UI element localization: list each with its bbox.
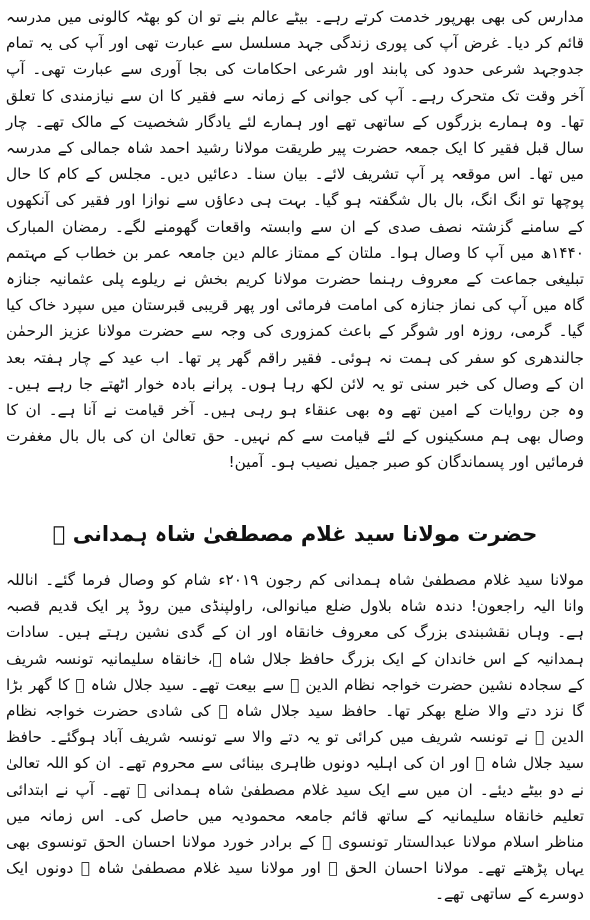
article-page	[6, 4, 584, 916]
article-paragraph-tribute: مدارس کی بھی بھرپور خدمت کرتے رہے۔ بیٹے عالم بنے تو ان کو بھٹہ کالونی میں مدرسہ قائم کر دیا۔ غرض آپ کی پوری زندگی جہد مسلسل سے عبارت تھی اور آپ کی یہ تمام جدوجہد شرعی حدود کی پابند اور شرعی احکامات کی بجا آوری سے عبارت تھی۔ آپ آخر وقت تک متحرک رہے۔ آپ کی جوانی کے زمانہ سے فقیر کا ان سے نیازمندی کا تعلق تھا۔ وہ ہمارے بزرگوں کے ساتھی تھے اور ہمارے لئے یادگار شخصیت کے مالک تھے۔ چار سال قبل فقیر کا ایک جمعہ حضرت پیر طریقت مولانا رشید احمد شاہ جمالی کے مدرسہ میں تھا۔ اس موقعہ پر آپ تشریف لائے۔ بیان سنا۔ دعائیں دیں۔ مجلس کے کام کا حال پوچھا تو انگ انگ، بال بال شگفتہ ہو گیا۔ بہت ہی دعاؤں سے نوازا اور فقیر کی آنکھوں کے سامنے گزشتہ نصف صدی کے ان سے وابستہ واقعات گھومنے لگے۔ رمضان المبارک ۱۴۴۰ھ میں آپ کا وصال ہوا۔ ملتان کے ممتاز عالم دین جامعہ عمر بن خطاب کے مہتمم تبلیغی جماعت کے معروف رہنما حضرت مولانا کریم بخش نے ریلوے پلی عثمانیہ جنازہ گاہ میں آپ کی نماز جنازہ کی امامت فرمائی اور پھر قریبی قبرستان میں سپرد خاک کیا گیا۔ گرمی، روزہ اور شوگر کے باعث کمزوری کی وجہ سے حضرت مولانا عزیز الرحمٰن جالندھری کو سفر کی ہمت نہ ہوئی۔ فقیر راقم گھر پر تھا۔ اب عید کے چار ہفتہ بعد ان کے وصال کی خبر سنی تو یہ لائن لکھ رہا ہوں۔ پرانے بادہ خوار اٹھتے جا رہے ہیں۔ وہ جن روایات کے امین تھے وہ بھی عنقاء ہو رہی ہیں۔ آخر قیامت نے آنا ہے۔ ان کا وصال بھی ہم مسکینوں کے لئے قیامت سے کم نہیں۔ حق تعالیٰ ان کی بال بال مغفرت فرمائیں اور پسماندگان کو صبر جمیل نصیب ہو۔ آمین!	[6, 8, 585, 472]
article-paragraph-biography: مولانا سید غلام مصطفیٰ شاہ ہمدانی کم رجون ۲۰۱۹ء شام کو وصال فرما گئے۔ اناللہ وانا الیہ راجعون! دندہ شاہ بلاول ضلع میانوالی، راولپنڈی مین روڈ پر ایک قدیم قصبہ ہے۔ وہاں نقشبندی بزرگ کی معروف خانقاہ اور ان کے گدی نشین رہتے ہیں۔ سادات ہمدانیہ کے اس خاندان کے ایک بزرگ حافظ جلال شاہ ﷫، خانقاہ سلیمانیہ تونسہ شریف کے سجادہ نشین حضرت خواجہ نظام الدین ﷫ سے بیعت تھے۔ سید جلال شاہ ﷫ کا گھر بڑا گا نزد دتے والا ضلع بھکر تھا۔ حافظ سید جلال شاہ ﷫ کی شادی حضرت خواجہ نظام الدین ﷫ نے تونسہ شریف میں کرائی تو یہ دتے والا سے تونسہ شریف آباد ہوگئے۔ حافظ سید جلال شاہ ﷫ اور ان کی اہلیہ دونوں ظاہری بینائی سے محروم تھے۔ ان کو اللہ تعالیٰ نے دو بیٹے دیئے۔ ان میں سے ایک سید غلام مصطفیٰ شاہ ہمدانی ﷫ تھے۔ آپ نے ابتدائی تعلیم خانقاہ سلیمانیہ کے ساتھ قائم جامعہ محمودیہ میں حاصل کی۔ اس زمانہ میں مناظر اسلام مولانا عبدالستار تونسوی ﷫ کے برادر خورد مولانا احسان الحق تونسوی بھی یہاں پڑھتے تھے۔ مولانا احسان الحق ﷫ اور مولانا سید غلام مصطفیٰ شاہ ﷫ دونوں ایک دوسرے کے ساتھی تھے۔	[6, 571, 584, 904]
section-heading: حضرت مولانا سید غلام مصطفیٰ شاہ ہمدانی ﷫	[52, 522, 538, 546]
